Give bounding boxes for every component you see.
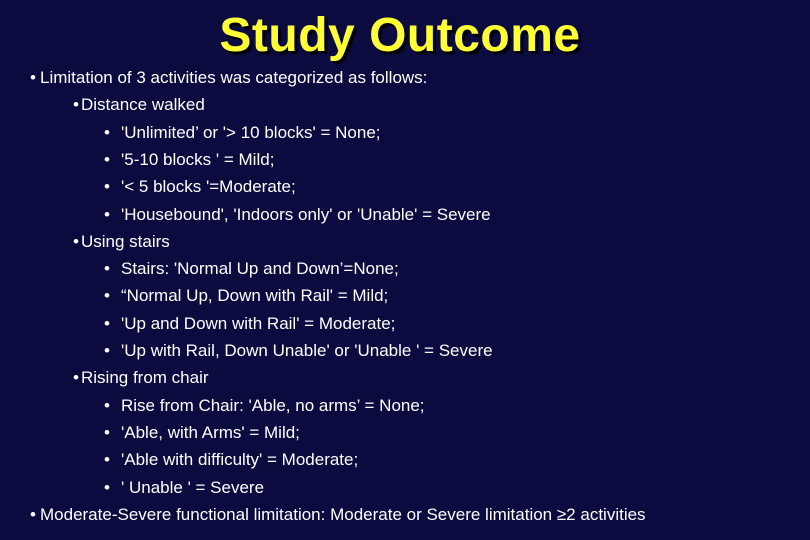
bullet-text: '< 5 blocks '=Moderate; xyxy=(121,177,296,197)
bullet-text: Using stairs xyxy=(81,231,170,251)
bullet-line-level-3 xyxy=(104,477,264,499)
slide-title: Study Outcome xyxy=(219,9,581,62)
bullet-text: Rising from chair xyxy=(81,368,209,388)
bullet-line-level-3 xyxy=(104,449,358,471)
bullet-marker: • xyxy=(104,422,110,442)
bullet-line-level-3 xyxy=(104,204,491,226)
bullet-line-level-3 xyxy=(104,395,425,417)
bullet-line-level-3 xyxy=(104,122,381,144)
bullet-text: 'Unlimited’ or '> 10 blocks' = None; xyxy=(121,122,381,142)
bullet-marker: • xyxy=(30,68,36,87)
bullet-line-level-3 xyxy=(104,149,274,171)
bullet-text: 'Up with Rail, Down Unable' or 'Unable ' = Severe xyxy=(121,341,493,360)
bullet-text: “Normal Up, Down with Rail' = Mild; xyxy=(121,286,389,306)
bullet-marker: • xyxy=(104,313,110,333)
bullet-line-level-3 xyxy=(104,285,388,307)
bullet-marker: • xyxy=(104,177,110,197)
bullet-line-level-2 xyxy=(73,367,209,389)
bullet-text: ' Unable ' = Severe xyxy=(121,477,265,497)
bullet-line-level-1 xyxy=(30,504,646,526)
bullet-marker: • xyxy=(104,341,110,360)
bullet-line-level-3 xyxy=(104,313,395,335)
bullet-marker: • xyxy=(104,259,110,279)
bullet-line-level-2 xyxy=(73,94,205,116)
bullet-marker: • xyxy=(104,122,110,142)
bullet-line-level-3 xyxy=(104,176,296,198)
bullet-line-level-3 xyxy=(104,422,300,444)
bullet-marker: • xyxy=(30,504,36,524)
bullet-text: 'Able, with Arms' = Mild; xyxy=(121,422,300,442)
bullet-marker: • xyxy=(73,231,79,251)
bullet-marker: • xyxy=(104,204,110,224)
bullet-marker: • xyxy=(104,286,110,306)
bullet-line-level-3 xyxy=(104,340,493,362)
bullet-marker: • xyxy=(104,450,110,470)
bullet-marker: • xyxy=(73,368,79,388)
bullet-marker: • xyxy=(104,149,110,169)
bullet-text: Stairs: 'Normal Up and Down’=None; xyxy=(121,259,399,279)
bullet-text: Distance walked xyxy=(81,95,205,115)
bullet-text: Rise from Chair: 'Able, no arms’ = None; xyxy=(121,395,425,415)
bullet-marker: • xyxy=(104,395,110,415)
bullet-text: 'Housebound', 'Indoors only' or 'Unable' = Severe xyxy=(121,204,491,224)
bullet-marker: • xyxy=(104,477,110,497)
bullet-text: Moderate-Severe functional limitation: Moderate or Severe limitation ≥2 activities xyxy=(40,504,646,524)
bullet-marker: • xyxy=(73,95,79,115)
bullet-line-level-1 xyxy=(30,67,427,89)
bullet-text: 'Up and Down with Rail' = Moderate; xyxy=(121,313,396,333)
bullet-text: '5-10 blocks ' = Mild; xyxy=(121,149,275,169)
bullet-text: Limitation of 3 activities was categorized as follows: xyxy=(40,68,428,87)
bullet-line-level-2 xyxy=(73,231,170,253)
bullet-text: 'Able with difficulty' = Moderate; xyxy=(121,450,359,470)
bullet-line-level-3 xyxy=(104,258,399,280)
